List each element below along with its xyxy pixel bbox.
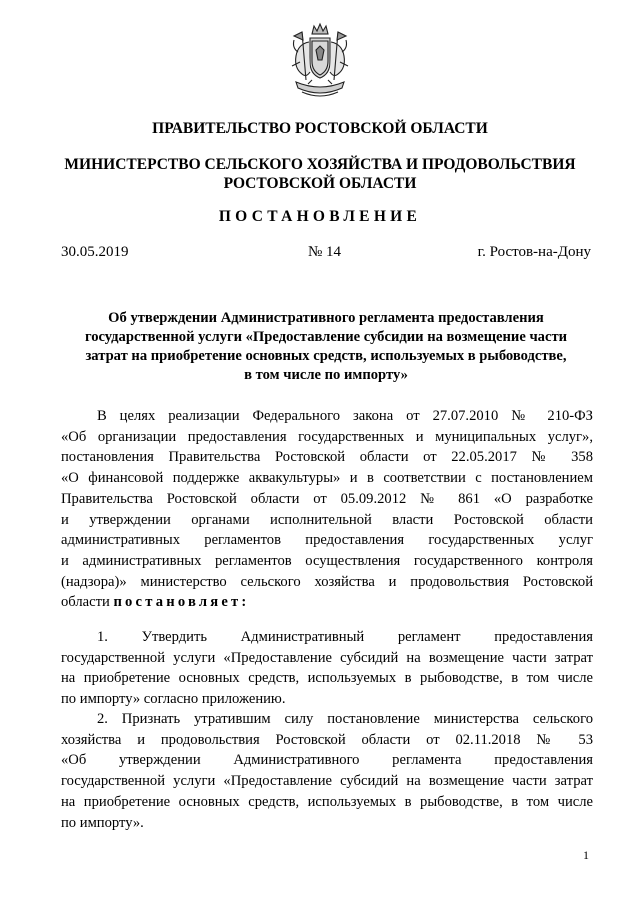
paragraph-line: на приобретение основных средств, используемых в рыбоводстве, в том числе [61, 670, 593, 687]
subject-line: затрат на приобретение основных средств, используемых в рыбоводстве, [85, 348, 567, 364]
paragraph-line: В целях реализации Федерального закона от 27.07.2010 № 210-ФЗ [97, 408, 593, 424]
coat-of-arms-icon [288, 22, 352, 102]
document-subject [61, 309, 591, 385]
subject-line: Об утверждении Административного регламента предоставления [108, 310, 544, 326]
item-2-paragraph [61, 709, 593, 833]
resolution-keyword: постановляет: [113, 594, 250, 611]
item-1-paragraph [61, 627, 593, 710]
paragraph-line: 2. Признать утратившим силу постановление министерства сельского [97, 711, 593, 727]
paragraph-line: по импорту» согласно приложению. [61, 691, 286, 708]
preamble-paragraph [61, 406, 593, 613]
paragraph-line: Правительства Ростовской области от 05.09.2012 № 861 «О разработке [61, 490, 593, 507]
ministry-title-line: МИНИСТЕРСТВО СЕЛЬСКОГО ХОЗЯЙСТВА И ПРОДОВОЛЬСТВИЯ [64, 156, 576, 173]
ministry-title-line: РОСТОВСКОЙ ОБЛАСТИ [223, 175, 417, 192]
paragraph-line: (надзора)» министерство сельского хозяйства и продовольствия Ростовской [61, 573, 593, 590]
paragraph-line: и утверждении органами исполнительной власти Ростовской области [61, 511, 593, 528]
paragraph-line: постановления Правительства Ростовской области от 22.05.2017 № 358 [61, 449, 593, 466]
document-type: ПОСТАНОВЛЕНИЕ [218, 208, 422, 225]
document-place: г. Ростов-на-Дону [477, 244, 591, 260]
paragraph-text: области [61, 594, 114, 611]
subject-line: государственной услуги «Предоставление субсидии на возмещение части [84, 329, 568, 345]
paragraph-line: «Об организации предоставления государственных и муниципальных услуг», [61, 428, 593, 445]
paragraph-line: административных регламентов предоставления государственных услуг [61, 532, 593, 549]
paragraph-line: «Об утверждении Административного регламента предоставления [61, 752, 593, 769]
document-number: № 14 [308, 244, 342, 260]
document-meta [61, 242, 591, 262]
ministry-title [0, 155, 640, 193]
document-date: 30.05.2019 [61, 244, 129, 260]
paragraph-line [61, 592, 593, 613]
paragraph-line: 1. Утвердить Административный регламент предоставления [97, 629, 593, 645]
government-title: ПРАВИТЕЛЬСТВО РОСТОВСКОЙ ОБЛАСТИ [152, 120, 488, 137]
paragraph-line: хозяйства и продовольствия Ростовской области от 02.11.2018 № 53 [61, 731, 593, 748]
subject-line: в том числе по импорту» [244, 367, 408, 383]
paragraph-line: «О финансовой поддержке аквакультуры» и в соответствии с постановлением [61, 470, 593, 487]
paragraph-line: государственной услуги «Предоставление субсидий на возмещение части затрат [61, 773, 593, 790]
paragraph-line: по импорту». [61, 814, 144, 831]
paragraph-line: и административных регламентов осуществления государственного контроля [61, 552, 593, 569]
page-number: 1 [583, 848, 589, 862]
paragraph-line: государственной услуги «Предоставление субсидий на возмещение части затрат [61, 649, 593, 666]
paragraph-line: на приобретение основных средств, используемых в рыбоводстве, в том числе [61, 793, 593, 810]
